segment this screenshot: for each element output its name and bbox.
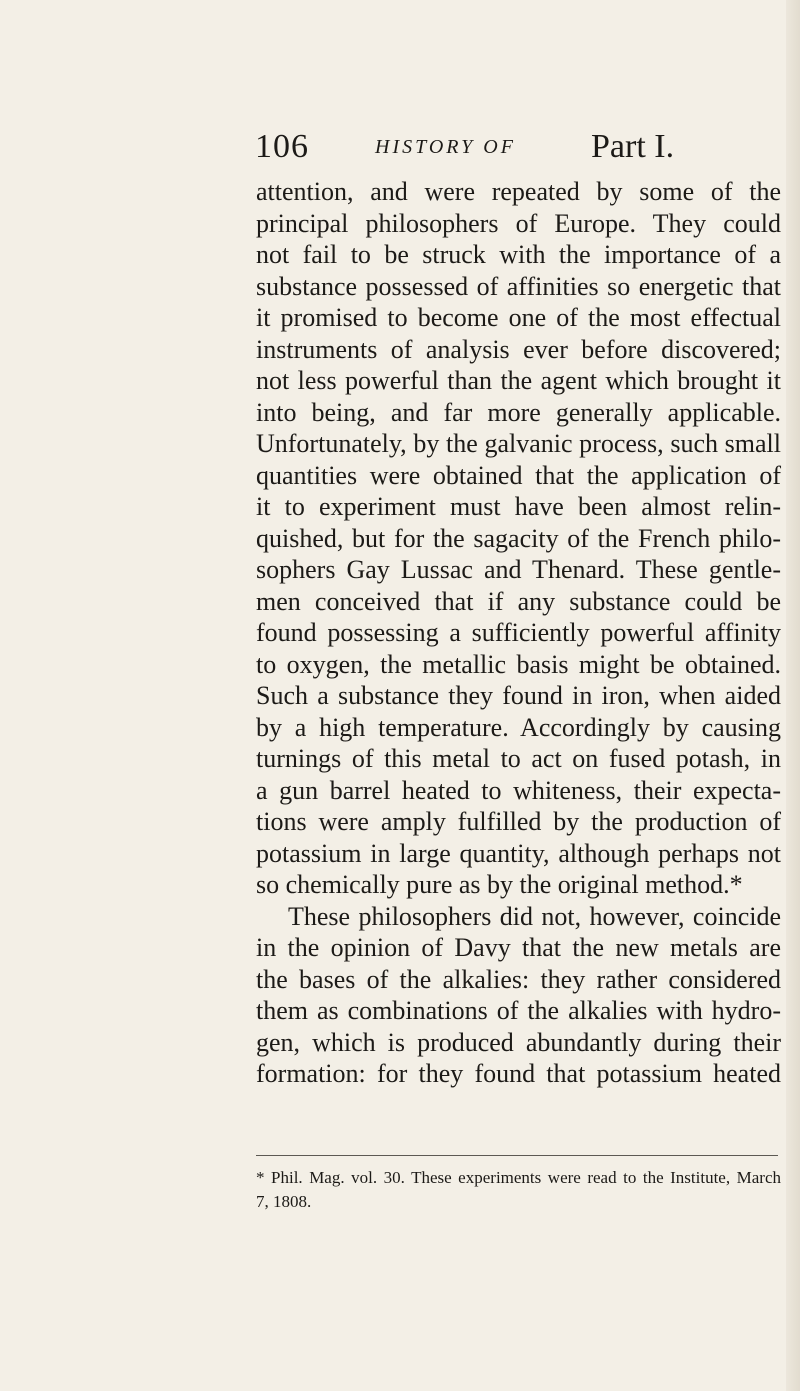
text-line: by a high temperature. Accordingly by causing <box>256 712 781 742</box>
body-text <box>256 176 781 1090</box>
text-line: into being, and far more generally applicable. <box>256 397 781 427</box>
text-line: quished, but for the sagacity of the French philo- <box>256 523 781 553</box>
text-line: attention, and were repeated by some of the <box>256 177 781 206</box>
text-line: formation: for they found that potassium heated <box>256 1059 781 1088</box>
text-line: it to experiment must have been almost relin- <box>256 492 781 521</box>
text-line: sophers Gay Lussac and Thenard. These gentle- <box>256 555 781 584</box>
text-line: to oxygen, the metallic basis might be obtained. <box>256 649 781 679</box>
text-line: so chemically pure as by the original method.* <box>256 870 743 899</box>
text-line: principal philosophers of Europe. They could <box>256 208 781 238</box>
text-line: tions were amply fulfilled by the production of <box>256 807 781 836</box>
part-label: Part I. <box>591 128 675 165</box>
text-line: a gun barrel heated to whiteness, their expecta- <box>256 775 781 805</box>
text-line: found possessing a sufficiently powerful affinity <box>256 618 781 647</box>
text-line: in the opinion of Davy that the new metals are <box>256 933 781 962</box>
page-edge <box>786 0 800 1391</box>
footnote <box>256 1166 781 1214</box>
text-line: gen, which is produced abundantly during their <box>256 1027 781 1057</box>
text-line: potassium in large quantity, although perhaps not <box>256 838 781 868</box>
text-line: the bases of the alkalies: they rather considered <box>256 964 781 994</box>
text-line: Such a substance they found in iron, when aided <box>256 681 781 710</box>
text-line: quantities were obtained that the application of <box>256 460 781 490</box>
text-line: not less powerful than the agent which brought it <box>256 366 781 395</box>
text-line: substance possessed of affinities so energetic that <box>256 271 781 301</box>
text-line: men conceived that if any substance could be <box>256 586 781 616</box>
text-line: Unfortunately, by the galvanic process, such small <box>256 429 781 458</box>
text-line: instruments of analysis ever before discovered; <box>256 334 781 364</box>
text-line: not fail to be struck with the importance of a <box>256 240 781 269</box>
footnote-line: * Phil. Mag. vol. 30. These experiments were read to the Institute, March <box>256 1168 781 1187</box>
text-line: them as combinations of the alkalies with hydro- <box>256 996 781 1025</box>
text-line: These philosophers did not, however, coincide <box>288 901 781 931</box>
running-title: HISTORY OF <box>375 136 516 158</box>
text-line: it promised to become one of the most effectual <box>256 303 781 332</box>
running-header <box>255 128 800 170</box>
footnote-line: 7, 1808. <box>256 1192 312 1211</box>
footnote-rule <box>256 1155 778 1156</box>
page-number: 106 <box>255 128 309 165</box>
text-line: turnings of this metal to act on fused potash, in <box>256 744 781 773</box>
